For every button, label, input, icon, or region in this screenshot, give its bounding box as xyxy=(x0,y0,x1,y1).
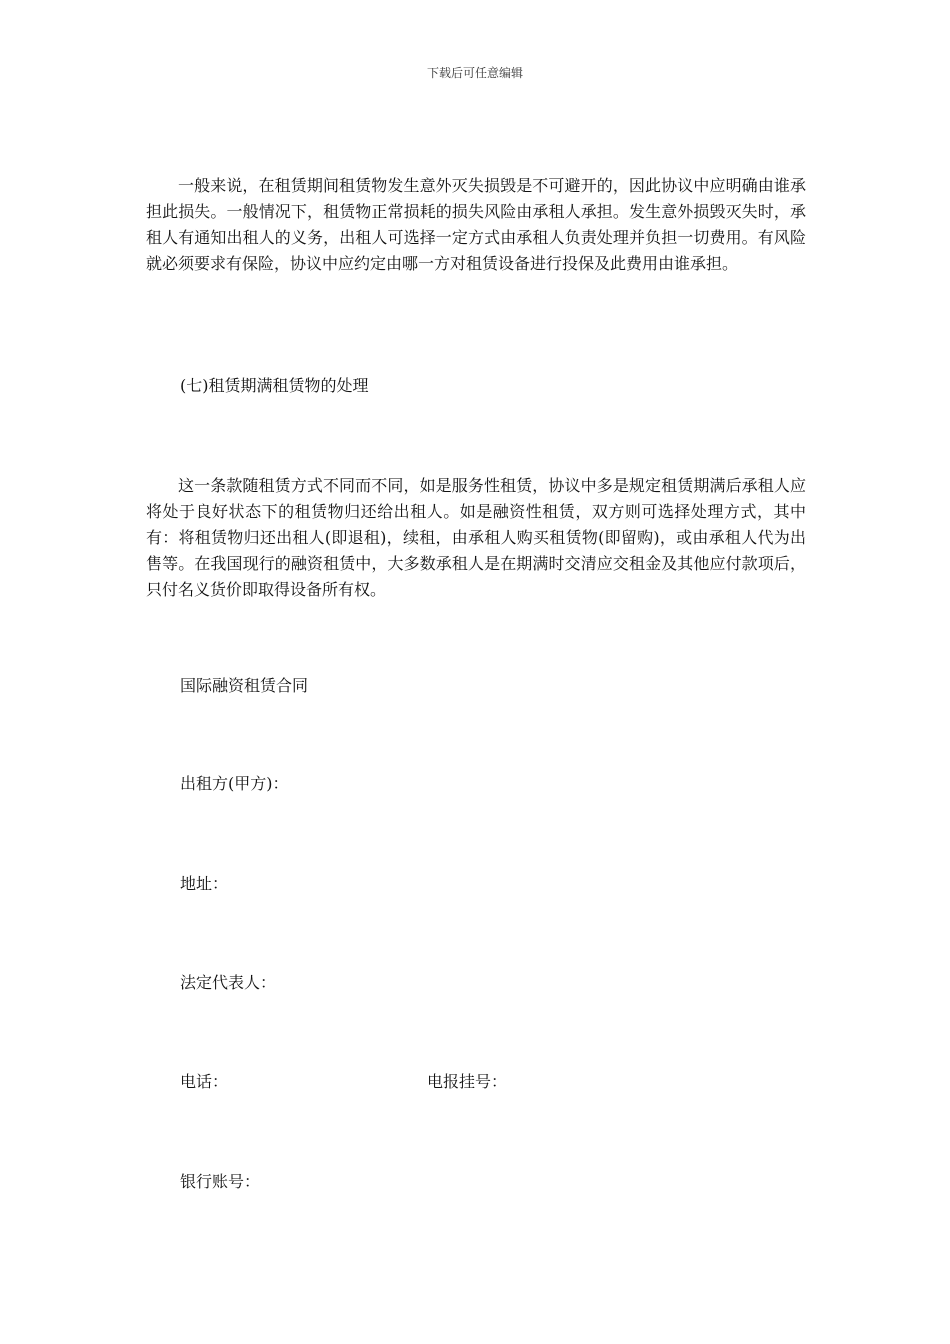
section-heading-lease-expiry: (七)租赁期满租赁物的处理 xyxy=(180,376,369,395)
address-label: 地址： xyxy=(180,874,229,893)
telegraph-label: 电报挂号： xyxy=(427,1072,508,1091)
lessor-label: 出租方(甲方)： xyxy=(180,774,289,793)
page-header: 下载后可任意编辑 xyxy=(426,66,523,80)
bank-account-label: 银行账号： xyxy=(180,1172,261,1191)
paragraph-lease-expiry: 这一条款随租赁方式不同而不同，如是服务性租赁，协议中多是规定租赁期满后承租人应将处于良好状态下的租赁物归还给出租人。如是融资性租赁，双方则可选择处理方式，其中有：将租赁物归还出租人(即退租)，续租，由承租人购买租赁物(即留购)，或由承租人代为出售等。在我国现行的融资租赁中，大多数承租人是在期满时交清应交租金及其他应付款项后，只付名义货价即取得设备所有权。 xyxy=(146,476,806,599)
phone-label: 电话： xyxy=(180,1072,229,1091)
legal-representative-label: 法定代表人： xyxy=(180,973,277,992)
contract-title: 国际融资租赁合同 xyxy=(180,676,309,695)
paragraph-risk-of-loss: 一般来说，在租赁期间租赁物发生意外灭失损毁是不可避开的，因此协议中应明确由谁承担此损失。一般情况下，租赁物正常损耗的损失风险由承租人承担。发生意外损毁灭失时，承租人有通知出租人的义务，出租人可选择一定方式由承租人负责处理并负担一切费用。有风险就必须要求有保险，协议中应约定由哪一方对租赁设备进行投保及此费用由谁承担。 xyxy=(146,176,806,273)
